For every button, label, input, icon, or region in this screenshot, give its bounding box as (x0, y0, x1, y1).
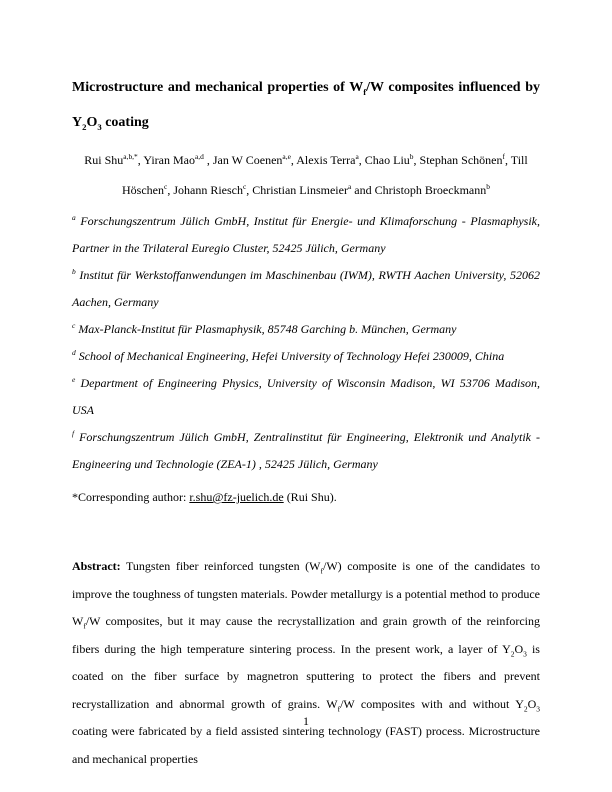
affiliation-e: $^e$ Department of Engineering Physics, University of Wisconsin Madison, WI 53706 Madison, USA (72, 375, 540, 417)
affiliation-a: $^a$ Forschungszentrum Jülich GmbH, Institut für Energie- und Klimaforschung - Plasmaphysik, Partner in the Trilateral Euregio Cluster, 52425 Jülich, Germany (72, 213, 540, 255)
abstract-paragraph (72, 553, 540, 773)
author-list: Rui Shu$^{a,b,*}$, Yiran Mao$^{a,d}$ , Jan W Coenen$^{a,e}$, Alexis Terra$^a$, Chao Liu$^b$, Stephan Schönen$^f$, Till Höschen$^c$, Johann Riesch$^c$, Christian Linsmeier$^a$ and Christoph Broeckmann$^b$ (84, 152, 528, 197)
corresponding-author-prefix: *Corresponding author: (72, 490, 190, 504)
paper-title: Microstructure and mechanical properties of $W_f/W$ composites influenced by $Y_2O_3$ coating (72, 80, 540, 132)
affiliation-c: $^c$ Max-Planck-Institut für Plasmaphysik, 85748 Garching b. München, Germany (72, 321, 457, 336)
abstract-text: Tungsten fiber reinforced tungsten $(W_f/W)$ composite is one of the candidates to improve the toughness of tungsten materials. Powder metallurgy is a potential method to produce $W_f/W$ composites, but it may cause the recrystallization and grain growth of the reinforcing fibers during the high temperature sintering process. In the present work, a layer of $Y_2O_3$ is coated on the fiber surface by magnetron sputtering to protect the fibers and prevent recrystallization and abnormal growth of grains. $W_f/W$ composites with and without $Y_2O_3$ coating were fabricated by a field assisted sintering technology (FAST) process. Microstructure and mechanical properties (72, 559, 540, 766)
affiliation-list (72, 208, 540, 478)
corresponding-author-note (72, 484, 540, 511)
affiliation-f: $^f$ Forschungszentrum Jülich GmbH, Zentralinstitut für Engineering, Elektronik und Analytik - Engineering und Technologie (ZEA-1) , 52425 Jülich, Germany (72, 429, 540, 471)
email-link[interactable]: r.shu@fz-juelich.de (189, 490, 284, 504)
corresponding-author-suffix: (Rui Shu). (283, 490, 337, 504)
affiliation-b: $^b$ Institut für Werkstoffanwendungen im Maschinenbau (IWM), RWTH Aachen University, 52062 Aachen, Germany (72, 267, 540, 309)
abstract-label: Abstract: (72, 559, 121, 573)
page-content (72, 70, 540, 773)
page-number: 1 (303, 714, 309, 728)
affiliation-d: $^d$ School of Mechanical Engineering, Hefei University of Technology Hefei 230009, China (72, 348, 505, 363)
